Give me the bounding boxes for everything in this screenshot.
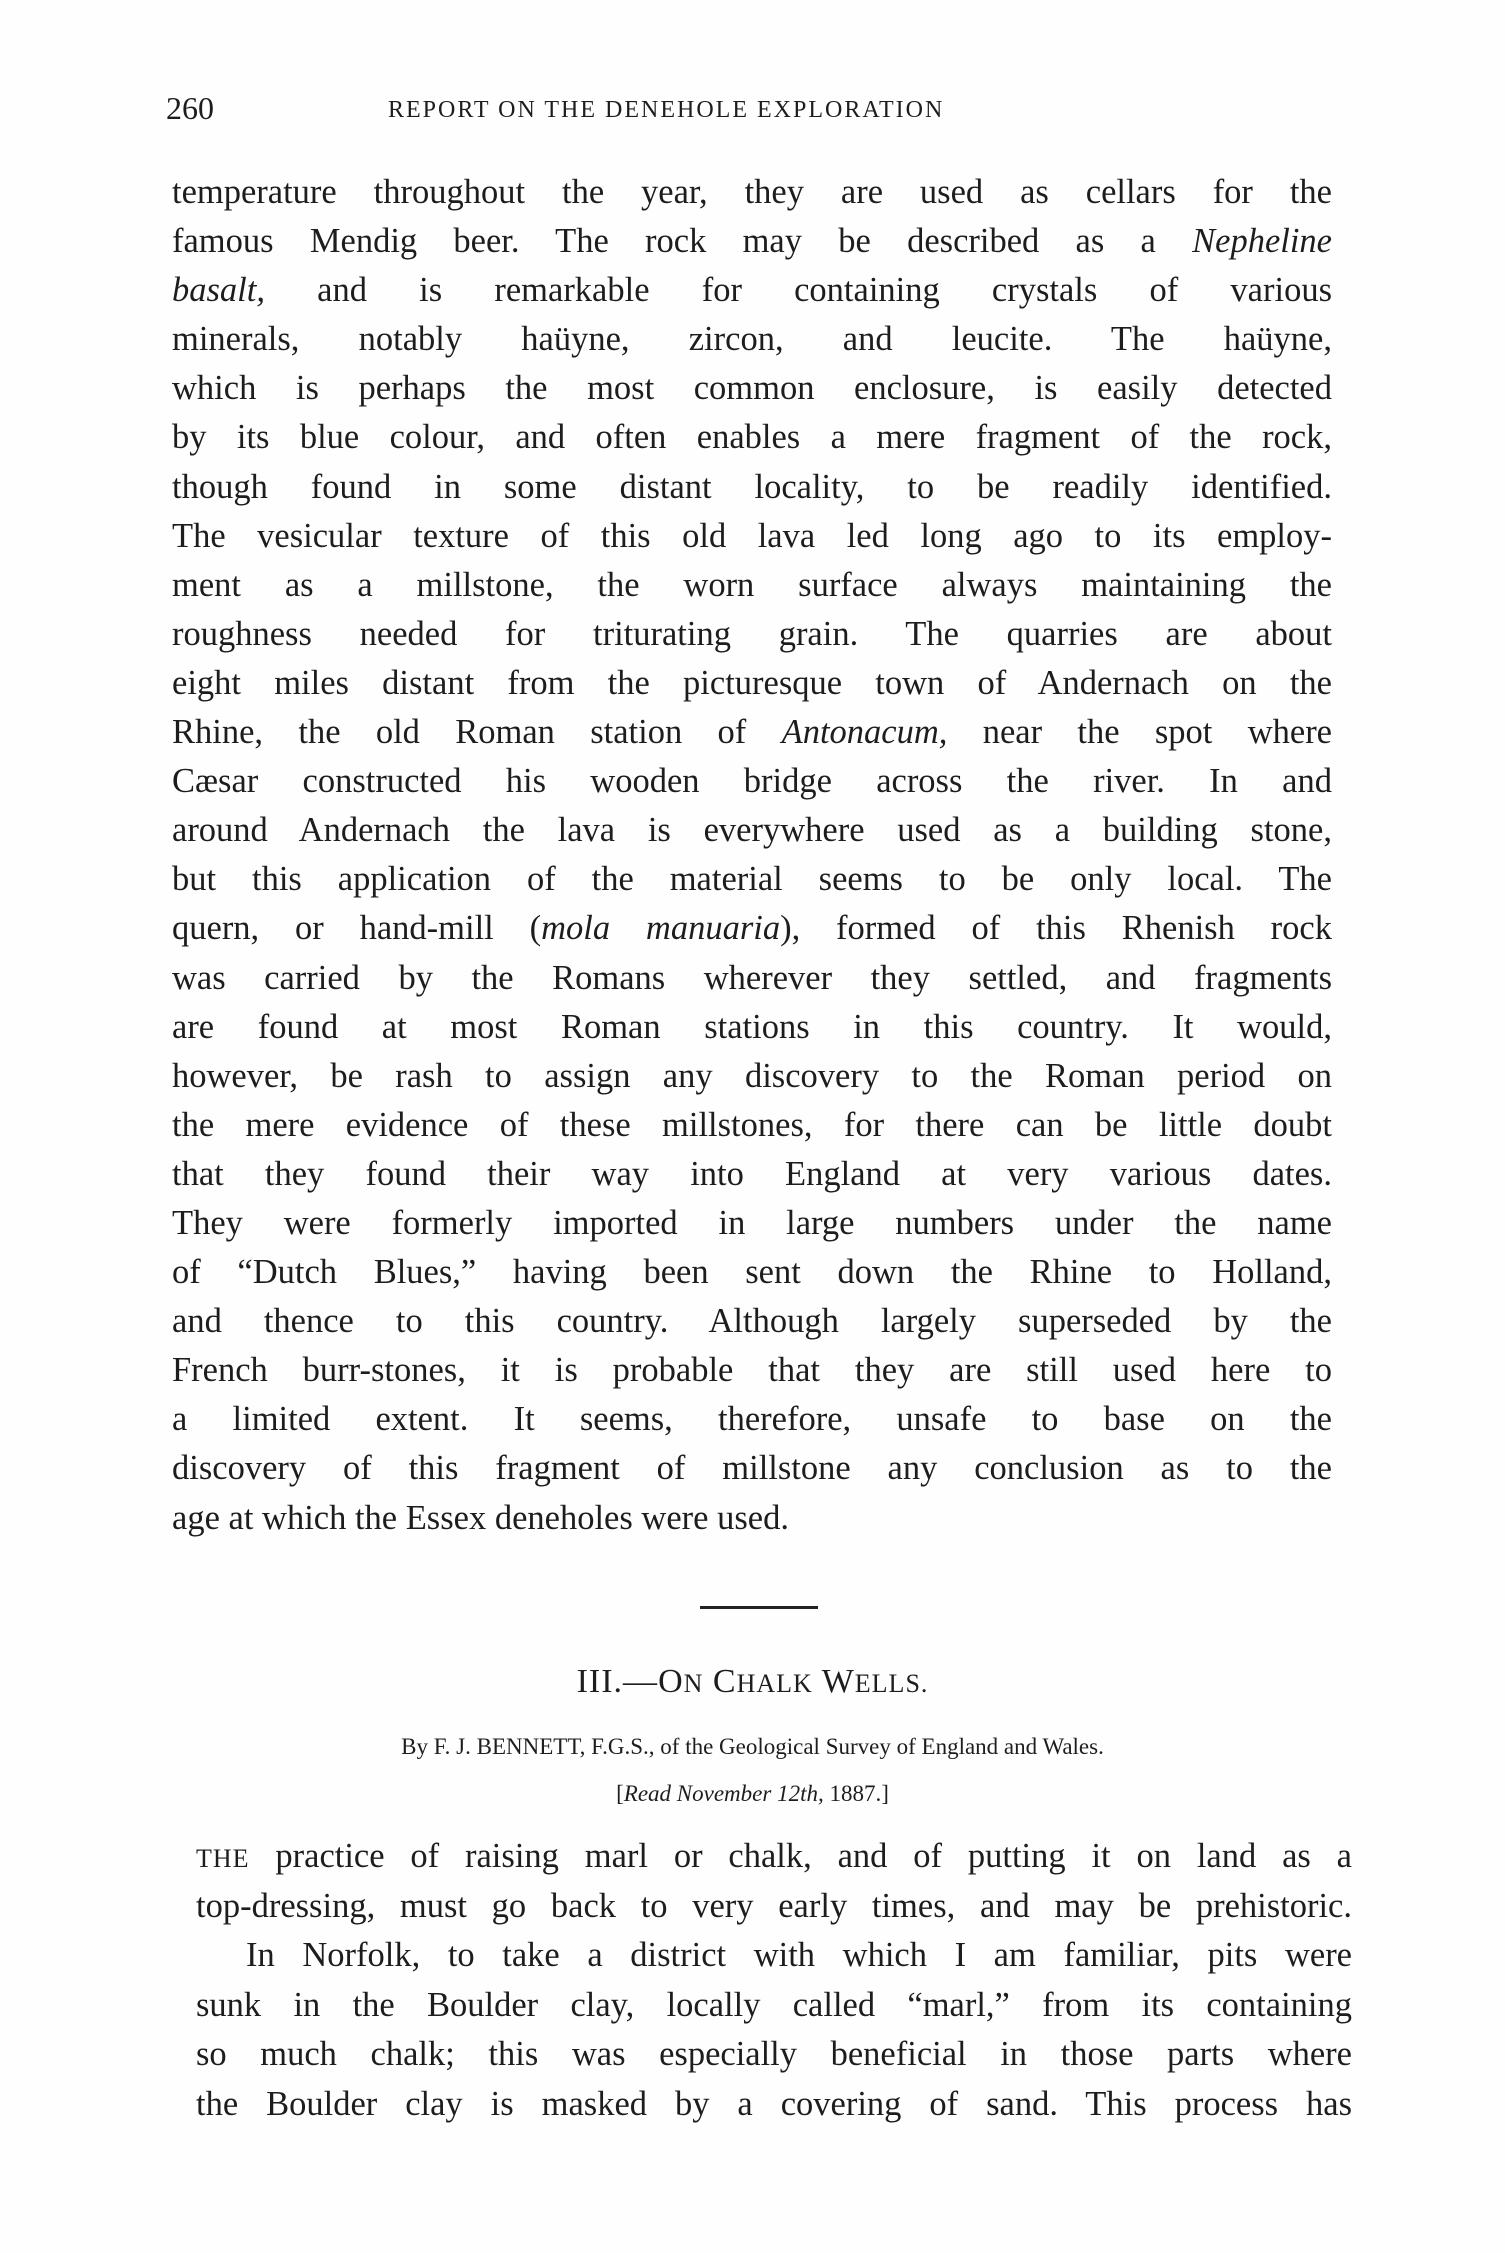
text-line (172, 904, 1332, 953)
running-head (166, 88, 1336, 128)
text-line: but this application of the material seems to be only local. The (172, 860, 1332, 899)
text-line: age at which the Essex deneholes were used. (172, 1498, 789, 1537)
heading-letter: C (712, 1663, 737, 1700)
text-line: though found in some distant locality, to be readily identified. (172, 467, 1332, 506)
text-line: the Boulder clay is masked by a covering of sand. This process has (196, 2084, 1352, 2123)
text-line: French burr-stones, it is probable that they are still used here to (172, 1351, 1332, 1390)
text-line: the mere evidence of these millstones, for there can be little doubt (172, 1105, 1332, 1144)
heading-letter: O (658, 1663, 684, 1700)
main-text-block (172, 168, 1332, 1543)
italic-term: Nepheline (1192, 222, 1332, 261)
text-line (172, 266, 1332, 315)
text-line: In Norfolk, to take a district with which I am familiar, pits were (246, 1936, 1352, 1974)
text-segment: ), formed of this Rhenish rock (780, 909, 1332, 948)
text-line: top-dressing, must go back to very early times, and may be prehistoric. (196, 1886, 1352, 1925)
text-line: around Andernach the lava is everywhere used as a building stone, (172, 811, 1332, 850)
text-line: that they found their way into England at very various dates. (172, 1154, 1332, 1193)
text-line: ment as a millstone, the worn surface always maintaining the (172, 565, 1332, 604)
italic-term: Antonacum, (781, 713, 948, 752)
text-line: discovery of this fragment of millstone any conclusion as to the (172, 1449, 1332, 1488)
text-line (172, 708, 1332, 757)
text-line: and thence to this country. Although largely superseded by the (172, 1302, 1332, 1341)
text-line: which is perhaps the most common enclosure, is easily detected (172, 369, 1332, 408)
text-line: minerals, notably haüyne, zircon, and leucite. The haüyne, (172, 320, 1332, 359)
running-head-title: REPORT ON THE DENEHOLE EXPLORATION (388, 97, 945, 123)
heading-smallcaps: HALK (736, 1669, 813, 1698)
read-date-italic: Read November 12th, (623, 1781, 824, 1806)
italic-term: mola manuaria (541, 909, 781, 948)
read-date (0, 1777, 1505, 1811)
read-date-year: 1887.] (823, 1781, 889, 1806)
text-line: are found at most Roman stations in this country. It would, (172, 1007, 1332, 1046)
text-line: of “Dutch Blues,” having been sent down the Rhine to Holland, (172, 1253, 1332, 1292)
text-segment: Rhine, the old Roman station of (172, 713, 782, 752)
text-line: Cæsar constructed his wooden bridge across the river. In and (172, 762, 1332, 801)
section-number: III.— (576, 1663, 659, 1700)
italic-term: basalt, (172, 271, 265, 310)
text-line: They were formerly imported in large numbers under the name (172, 1203, 1332, 1242)
text-line: roughness needed for triturating grain. The quarries are about (172, 614, 1332, 653)
text-line: was carried by the Romans wherever they settled, and fragments (172, 958, 1332, 997)
text-line: eight miles distant from the picturesque town of Andernach on the (172, 663, 1332, 702)
text-line: sunk in the Boulder clay, locally called “marl,” from its containing (196, 1985, 1352, 2024)
text-line: a limited extent. It seems, therefore, unsafe to base on the (172, 1400, 1332, 1439)
heading-smallcaps: N (683, 1669, 704, 1698)
text-line (196, 1832, 1352, 1882)
text-segment: near the spot where (947, 713, 1332, 752)
section-text-block (196, 1832, 1352, 2129)
author-byline: By F. J. BENNETT, F.G.S., of the Geological Survey of England and Wales. (401, 1734, 1104, 1759)
bracket: [ (616, 1781, 624, 1806)
text-segment: famous Mendig beer. The rock may be described as a (172, 222, 1193, 261)
page-number: 260 (166, 90, 214, 126)
text-line: The vesicular texture of this old lava led long ago to its employ- (172, 516, 1332, 555)
heading-smallcaps: ELLS. (854, 1669, 929, 1698)
text-line: by its blue colour, and often enables a mere fragment of the rock, (172, 418, 1332, 457)
section-heading (0, 1660, 1505, 1706)
text-line (172, 217, 1332, 266)
heading-letter: W (821, 1663, 855, 1700)
text-line: however, be rash to assign any discovery to the Roman period on (172, 1056, 1332, 1095)
text-line: temperature throughout the year, they are used as cellars for the (172, 173, 1332, 211)
text-line: so much chalk; this was especially beneficial in those parts where (196, 2035, 1352, 2073)
opening-smallcaps: THE (196, 1844, 250, 1873)
text-segment: practice of raising marl or chalk, and of putting it on land as a (249, 1837, 1352, 1875)
section-divider-rule (700, 1606, 818, 1609)
text-segment: and is remarkable for containing crystals of various (264, 271, 1332, 310)
text-segment: quern, or hand-mill ( (172, 909, 542, 948)
